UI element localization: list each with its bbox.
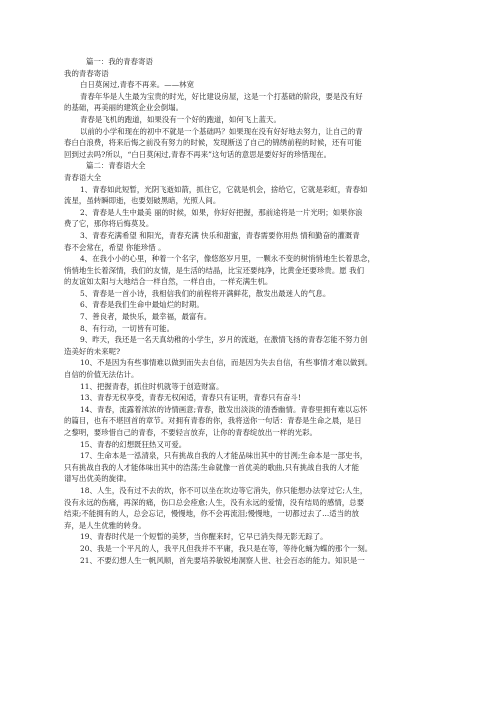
text-line: 6、青春是我们生命中最灿烂的时期。 [80,300,204,310]
text-line: 结束;不能拥有的人，总会忘记，慢慢地，你不会再流泪;慢慢地，一切都过去了...适当的放 [64,509,360,519]
text-line: 5、青春是一首小诗，我相信我们的前程将开满鲜花，散发出最迷人的气息。 [80,288,331,298]
text-line: 14、青春，流露着浓浓的诗情画意;青春，散发出淡淡的清香幽情。青春里拥有难以忘怀 [80,404,368,414]
text-line: 的友谊如太阳与大地结合一样自然，一样自由，一样充满生机。 [64,277,273,287]
text-line: 青春年华是人生最为宝贵的时光，好比建设房屋，这是一个打基础的阶段，要是没有好 [80,91,363,101]
text-line: 没有永远的伤痛，再深的痛，伤口总会痊愈;人生，没有永远的爱情，没有结局的感情，总要 [64,497,365,507]
text-line: 春白白浪费，将来后悔之前没有努力的时候，发现断送了自己的锦绣前程的时候，还有可能 [64,138,362,148]
text-line: 回到过去吗?所以，“白日莫闲过,青春不再来”这句话的意思是要好好的珍惜现在。 [64,149,332,159]
text-line: 的基础，再美丽的建筑企业会倒塌。 [64,103,184,113]
text-line: 以前的小学和现在的初中不就是一个基础吗？如果现在没有好好地去努力，让自己的青 [80,126,363,136]
text-line: 2、青春是人生中最美 丽的时候，如果，你好好把握，那前途将是一片光明；如果你浪 [80,207,363,217]
text-line: 谱写出优美的旋律。 [64,474,131,484]
text-line: 1、青春如此短暂，光阴飞逝如箭，抓住它，它就是机会，捨给它，它就是彩虹，青春如 [80,184,368,194]
text-line: 造美好的未来呢? [64,346,121,356]
text-line: 15、青春的幻想既狂热又可爱。 [80,439,187,449]
text-line: 青春语大全 [64,172,102,182]
text-line: 白日莫闲过,青春不再来。——林宽 [80,80,195,90]
text-line: 我的青春寄语 [64,68,109,78]
text-line: 流星，虽转瞬即逝，也要划破黑暗，光照人间。 [64,196,221,206]
document-body [64,56,436,566]
text-line: 自信的价值无法估计。 [64,370,139,380]
text-line: 13、青春无权享受，青春无权闲适，青春只有证明，青春只有奋斗! [80,393,301,403]
text-line: 青春是飞机的跑道，如果没有一个好的跑道，如何飞上蓝天。 [80,114,281,124]
text-line: 春不会常在，希望 你能珍惜 。 [64,242,166,252]
text-line: 3、青春充满希望 和阳光，青春充满 快乐和甜蜜，青春需要你用热 情和勤奋的灌溉青 [80,230,360,240]
text-line: 之黎明，要珍惜自己的青春，不要轻言放弃，让你的青春绽放出一样的光彩。 [64,428,317,437]
text-line: 21、不要幻想人生一帆风顺，首先要培养敏锐地洞察人世、社会百态的能力。知识是一 [80,555,365,565]
section-heading: 篇一：我的青春寄语 [86,57,153,66]
text-line: 只有挑战自我的人才能体味出其中的浩荡;生命就像一首优美的歌曲,只有挑战自我的人才能 [64,462,360,472]
text-line: 的篇目，也有不堪回首的章节。对拥有青春的你，我将送你一句话：青春是生命之晨，是日 [64,416,362,426]
text-line: 7、善良者，最快乐，最幸福，最富有。 [80,312,212,322]
text-line: 10、不是因为有些事情难以做到而失去自信，而是因为失去自信，有些事情才难以做到。 [80,358,373,368]
text-line: 11、把握青春，抓住时机就等于创造财富。 [80,381,224,391]
text-line: 4、在我小小的心里，种着一个名字，像悠悠岁月里，一颗永不变的树悄悄地生长着思念， [80,254,375,264]
text-line: 8、有行动，一切皆有可能。 [80,323,175,333]
text-line: 18、人生，没有过不去的坎，你不可以坐在坎边等它消失，你只能想办法穿过它;人生， [80,485,368,495]
text-line: 20、我是一个平凡的人，我平凡但我并不平庸，我只是在等，等待化蛹为蝶的那个一刻。 [80,543,373,553]
text-line: 9、昨天，我还是一名天真幼稚的小学生，岁月的流逝，在激情飞扬的青春怎能不努力创 [80,335,368,345]
text-line: 悄悄地生长着深情，我们的友情，是生活的结晶，比宝还要纯净，比黄金还要珍贵。愿 我们 [64,265,365,275]
text-line: 19、青春时代是一个短暂的美梦，当你醒来时，它早已消失得无影无踪了。 [80,532,328,542]
text-line: 17、生命本是一泓清泉，只有挑战自我的人才能品味出其中的甘洌;生命本是一部史书， [80,451,368,461]
section-heading: 篇二：青春语大全 [86,161,146,171]
text-line: 费了它，那你将后悔莫及。 [64,219,154,229]
text-line: 弃，是人生优雅的转身。 [64,520,146,530]
